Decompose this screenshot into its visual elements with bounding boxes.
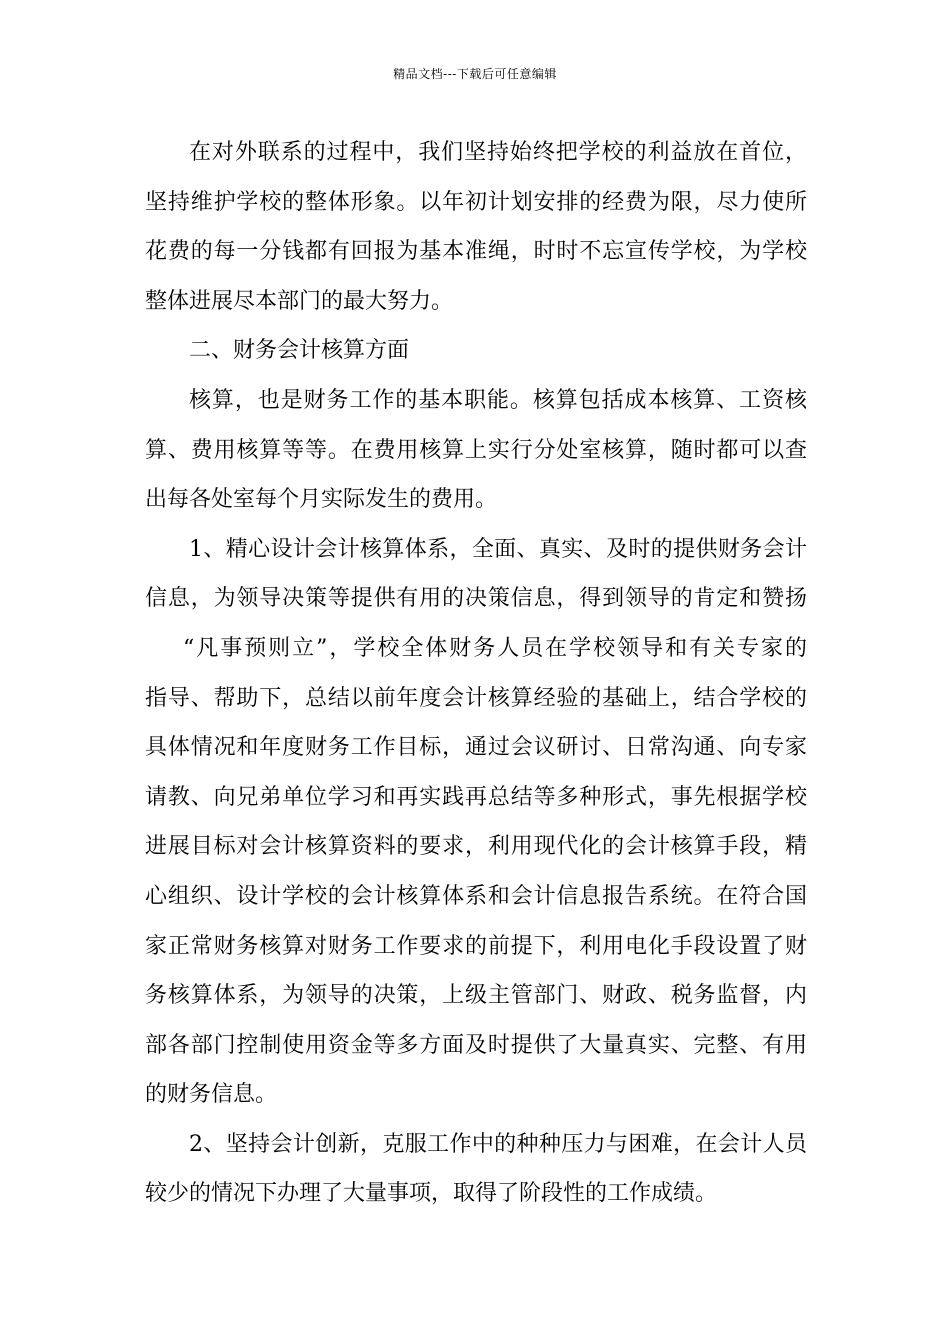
text-line: 心组织、设计学校的会计核算体系和会计信息报告系统。在符合国 <box>145 883 807 909</box>
document-body <box>145 128 807 1219</box>
text-line: 整体进展尽本部门的最大努力。 <box>145 288 454 314</box>
text-line: 务核算体系，为领导的决策，上级主管部门、财政、税务监督，内 <box>145 983 807 1009</box>
section-heading: 二、财务会计核算方面 <box>189 338 410 364</box>
text-line: 信息，为领导决策等提供有用的决策信息，得到领导的肯定和赞扬 <box>145 586 807 612</box>
text-line: 在对外联系的过程中，我们坚持始终把学校的利益放在首位， <box>189 140 807 165</box>
text-line: 核算，也是财务工作的基本职能。核算包括成本核算、工资核 <box>189 387 807 413</box>
text-line: 进展目标对会计核算资料的要求，利用现代化的会计核算手段，精 <box>145 834 807 860</box>
text-line: 坚持维护学校的整体形象。以年初计划安排的经费为限，尽力使所 <box>145 189 807 215</box>
text-line: 2、坚持会计创新，克服工作中的种种压力与困难，在会计人员 <box>189 1131 807 1157</box>
page-header: 精品文档---下载后可任意编辑 <box>393 67 557 81</box>
text-line: 部各部门控制使用资金等多方面及时提供了大量真实、完整、有用 <box>145 1032 807 1058</box>
text-line: 具体情况和年度财务工作目标，通过会议研讨、日常沟通、向专家 <box>145 735 807 761</box>
text-line: 家正常财务核算对财务工作要求的前提下，利用电化手段设置了财 <box>145 933 807 959</box>
text-line: 的财务信息。 <box>145 1082 278 1108</box>
text-line: 算、费用核算等等。在费用核算上实行分处室核算，随时都可以查 <box>145 437 807 463</box>
text-line: 请教、向兄弟单位学习和再实践再总结等多种形式，事先根据学校 <box>145 784 807 810</box>
text-line: 花费的每一分钱都有回报为基本准绳，时时不忘宣传学校，为学校 <box>145 239 807 265</box>
text-line: “凡事预则立”，学校全体财务人员在学校领导和有关专家的 <box>183 635 807 661</box>
text-line: 出每各处室每个月实际发生的费用。 <box>145 487 498 513</box>
text-line: 1、精心设计会计核算体系，全面、真实、及时的提供财务会计 <box>189 536 807 562</box>
text-line: 指导、帮助下，总结以前年度会计核算经验的基础上，结合学校的 <box>145 685 807 711</box>
text-line: 较少的情况下办理了大量事项，取得了阶段性的工作成绩。 <box>145 1181 718 1207</box>
